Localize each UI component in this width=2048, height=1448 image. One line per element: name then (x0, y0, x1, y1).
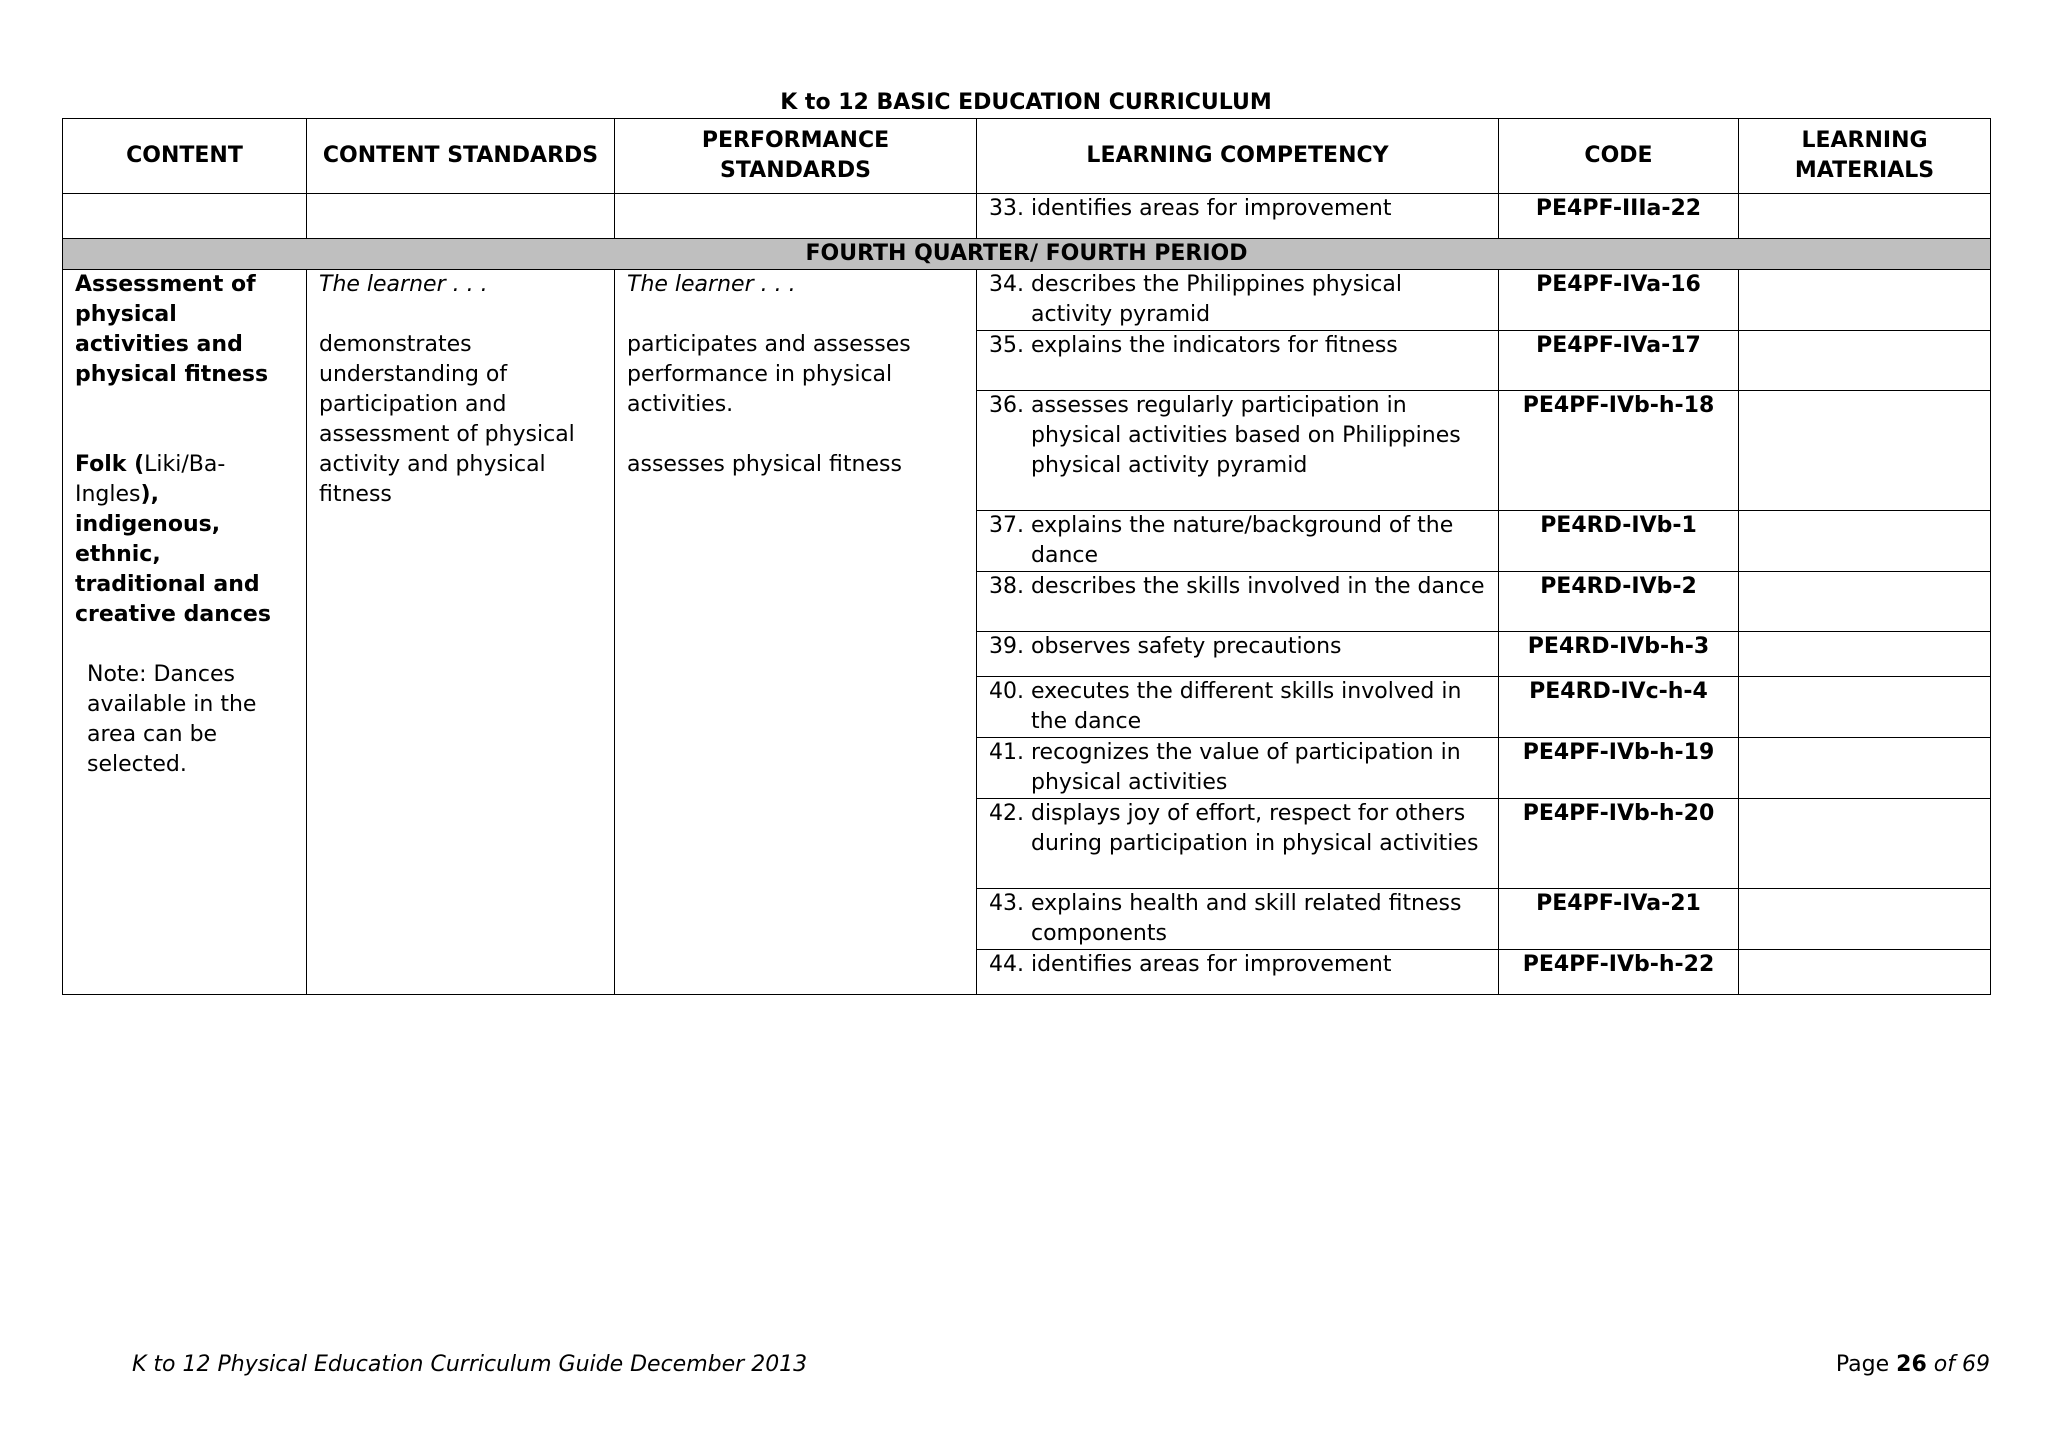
code-cell: PE4PF-IVa-21 (1499, 889, 1739, 950)
footer-page-number (1836, 1352, 1990, 1377)
document-title: K to 12 BASIC EDUCATION CURRICULUM (780, 90, 1272, 115)
materials-cell (1739, 677, 1991, 738)
competency-cell: 39. observes safety precautions (977, 632, 1499, 677)
content-standards-cell (307, 270, 615, 995)
competency-cell: 41. recognizes the value of participation in physical activities (977, 738, 1499, 799)
competency-cell: 44. identifies areas for improvement (977, 950, 1499, 995)
carry-competency-cell (977, 194, 1499, 239)
code-cell: PE4RD-IVb-1 (1499, 511, 1739, 572)
header-performance-standards: PERFORMANCE STANDARDS (615, 119, 977, 194)
header-content: CONTENT (63, 119, 307, 194)
header-row (63, 119, 1991, 194)
carry-performance-standards-cell (615, 194, 977, 239)
code-cell: PE4PF-IVa-16 (1499, 270, 1739, 331)
materials-cell (1739, 391, 1991, 511)
header-learning-materials: LEARNING MATERIALS (1739, 119, 1991, 194)
curriculum-table (62, 118, 1991, 995)
code-cell: PE4PF-IVa-17 (1499, 331, 1739, 391)
materials-cell (1739, 270, 1991, 331)
competency-cell: 34. describes the Philippines physical activity pyramid (977, 270, 1499, 331)
competency-cell: 37. explains the nature/background of the dance (977, 511, 1499, 572)
code-cell: PE4RD-IVc-h-4 (1499, 677, 1739, 738)
code-cell: PE4PF-IVb-h-20 (1499, 799, 1739, 889)
code-cell: PE4PF-IVb-h-18 (1499, 391, 1739, 511)
content-standards-intro: The learner . . . (319, 272, 488, 297)
materials-cell (1739, 572, 1991, 632)
quarter-heading: FOURTH QUARTER/ FOURTH PERIOD (63, 239, 1991, 270)
carry-materials-cell (1739, 194, 1991, 239)
footer-page-label: Page (1835, 1352, 1890, 1377)
competency-cell: 38. describes the skills involved in the dance (977, 572, 1499, 632)
content-standards-text: demonstrates understanding of participation and assessment of physical activity and physical fitness (319, 332, 575, 507)
performance-standards-text-1: participates and assesses performance in physical activities. (627, 332, 911, 417)
header-code: CODE (1499, 119, 1739, 194)
materials-cell (1739, 331, 1991, 391)
footer-document-name: K to 12 Physical Education Curriculum Guide December 2013 (132, 1352, 808, 1377)
content-cell (63, 270, 307, 995)
materials-cell (1739, 511, 1991, 572)
content-note: Note: Dances available in the area can be selected. (87, 662, 257, 777)
content-topic-assessment: Assessment of physical activities and physical fitness (75, 272, 269, 387)
materials-cell (1739, 632, 1991, 677)
competency-text: 33. identifies areas for improvement (989, 196, 1392, 221)
quarter-heading-row (63, 239, 1991, 270)
content-topic-dances: Folk (Liki/Ba-Ingles), indigenous, ethnic, traditional and creative dances (75, 452, 271, 627)
carry-content-cell (63, 194, 307, 239)
performance-standards-cell (615, 270, 977, 995)
code-cell: PE4PF-IVb-h-22 (1499, 950, 1739, 995)
materials-cell (1739, 738, 1991, 799)
header-content-standards: CONTENT STANDARDS (307, 119, 615, 194)
competency-cell: 35. explains the indicators for fitness (977, 331, 1499, 391)
performance-standards-text-2: assesses physical fitness (627, 452, 902, 477)
competency-cell: 43. explains health and skill related fitness components (977, 889, 1499, 950)
competency-cell: 42. displays joy of effort, respect for others during participation in physical activities (977, 799, 1499, 889)
materials-cell (1739, 889, 1991, 950)
competency-cell: 40. executes the different skills involved in the dance (977, 677, 1499, 738)
materials-cell (1739, 799, 1991, 889)
carry-code-cell: PE4PF-IIIa-22 (1499, 194, 1739, 239)
materials-cell (1739, 950, 1991, 995)
performance-standards-intro: The learner . . . (627, 272, 796, 297)
header-learning-competency: LEARNING COMPETENCY (977, 119, 1499, 194)
code-cell: PE4RD-IVb-2 (1499, 572, 1739, 632)
code-cell: PE4RD-IVb-h-3 (1499, 632, 1739, 677)
footer-page-total: of 69 (1933, 1352, 1990, 1377)
carry-content-standards-cell (307, 194, 615, 239)
footer-page-current: 26 (1896, 1352, 1927, 1377)
code-cell: PE4PF-IVb-h-19 (1499, 738, 1739, 799)
competency-row (63, 270, 1991, 331)
carry-over-row (63, 194, 1991, 239)
competency-cell: 36. assesses regularly participation in physical activities based on Philippines physical activity pyramid (977, 391, 1499, 511)
